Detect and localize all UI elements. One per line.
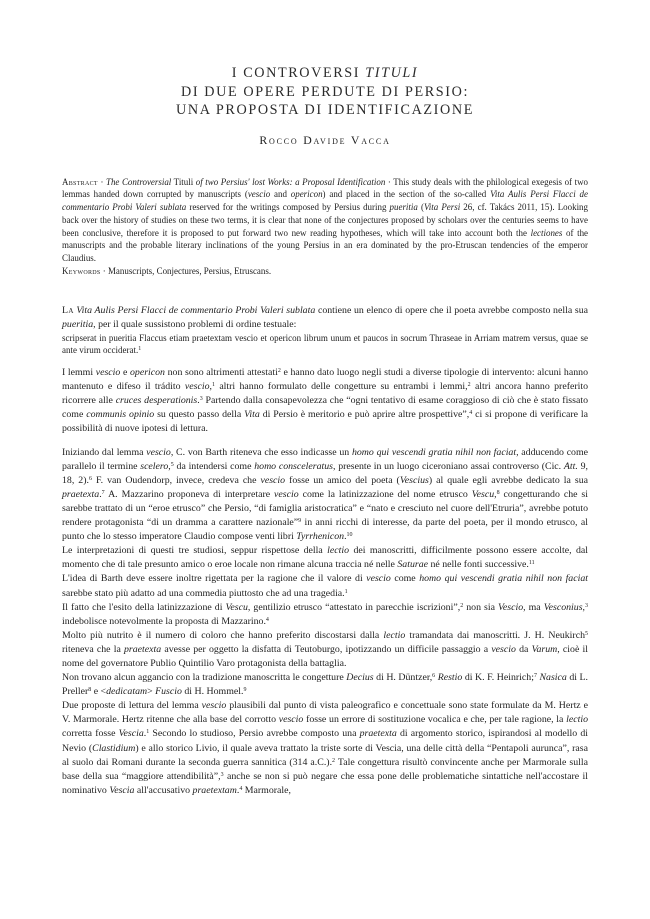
block-quote: scripserat in pueritia Flaccus etiam praetextam vescio et opericon librum unum et paucos in socrum Thraseae in Arriam matrem versus, quae se ante virum occiderat.$^1$ [62,332,588,356]
paragraph-2: I lemmi vescio e opericon non sono altrimenti attestati$^2$ e hanno dato luogo negli studi a diverse tipologie di intervento: alcuni hanno mantenuto e difeso il trádito vescio,$^1$ altri hanno formulato delle congetture su entrambi i lemmi,$^2$ altri ancora hanno preferito ricorrere alle cruces desperationis.$^3$ Partendo dalla consapevolezza che “ogni tentativo di esame coraggioso di ciò che è stato fissato come communis opinio su questo passo della Vita di Persio è meritorio e può aprire altre prospettive”,$^4$ ci si propone di verificare la possibilità di nuove ipotesi di lettura. [62,367,589,435]
article-title [62,64,588,120]
paragraph-9: Due proposte di lettura del lemma vescio plausibili dal punto di vista paleografico e concettuale sono state formulate da M. Hertz e V. Marmorale. Hertz ritenne che alla base del corrotto vescio fosse un errore di sostituzione vocalica e che, per tale ragione, la lectio corretta fosse Vescia.$^1$ Secondo lo studioso, Persio avrebbe composto una praetexta di argomento storico, ispirandosi al modello di Nevio (Clastidium) e allo storico Livio, il quale aveva trattato la triste sorte di Vescia, una delle città della “Pentapoli aurunca”, rasa al suolo dai Romani durante la seconda guerra sannitica (314 a.C.).$^2$ Tale congettura risultò convincente anche per Marmorale sulla base della sua “maggiore attendibilità”,$^3$ anche se non si può negare che essa pone delle problematiche sintattiche nell'accostare il nominativo Vescia all'accusativo praetextam.$^4$ Marmorale, [62,700,589,796]
keywords-label: Keywords [62,265,101,276]
paragraph-6: Il fatto che l'esito della latinizzazione di Vescu, gentilizio etrusco “attestato in parecchie iscrizioni”,$^2$ non sia Vescio, ma Vesconius,$^3$ indebolisce notevolmente la proposta di Mazzarino.$^4$ [62,601,589,627]
keywords [62,265,588,278]
paragraph-8: Non trovano alcun aggancio con la tradizione manoscritta le congetture Decius di H. Düntzer,$^6$ Restio di K. F. Heinrich;$^7$ Nasica di L. Preller$^8$ e <dedicatam> Fuscio di H. Hommel.$^9$ [62,672,588,698]
title-line-3: UNA PROPOSTA DI IDENTIFICAZIONE [176,102,474,118]
paragraph-5: L'idea di Barth deve essere inoltre rigettata per la ragione che il valore di vescio come homo qui vescendi gratia nihil non faciat sarebbe stato più adatto ad una commedia piuttosto che ad una tragedia.$^1$ [62,573,588,599]
article-body [62,304,588,798]
abstract-text [62,176,588,265]
paragraph-7: Molto più nutrito è il numero di coloro che hanno preferito discostarsi dalla lectio tramandata dai manoscritti. J. H. Neukirch$^5$ riteneva che la praetexta avesse per oggetto la disfatta di Teutoburgo, ipotizzando un difficile passaggio a vescio da Varum, cioè il nome del governatore Publio Quintilio Varo protagonista della battaglia. [62,629,588,669]
title-line-1: I CONTROVERSI TITULI [231,65,419,81]
abstract-label: Abstract [62,176,98,187]
abstract-body: · The Controversial Tituli of two Persius' lost Works: a Proposal Identification · This study deals with the philological exegesis of two lemmas handed down corrupted by manuscripts (vescio and opericon) and placed in the section of the so-called Vita Aulis Persi Flacci de commentario Probi Valeri sublata reserved for the writings composed by Persius during pueritia (Vita Persi 26, cf. Takács 2011, 15). Looking back over the history of studies on these two terms, it is clear that none of the conjectures proposed by scholars over the centuries seems to have been conclusive, therefore it is proposed to put forward two new reading hypotheses, which will take into account both the lectiones of the manuscripts and the probable literary inclinations of the young Persius in an era dominated by the pro-Etruscan tendencies of the emperor Claudius. [62,176,589,263]
keywords-text: · Manuscripts, Conjectures, Persius, Etruscans. [100,265,272,276]
paragraph-intro: La Vita Aulis Persi Flacci de commentario Probi Valeri sublata contiene un elenco di opere che il poeta avrebbe composto nella sua pueritia, per il quale sussistono problemi di ordine testuale: [62,304,588,330]
author-name: Rocco Davide Vacca [259,132,391,147]
abstract-block [62,176,588,278]
title-line-2: DI DUE OPERE PERDUTE DI PERSIO: [180,83,470,100]
paragraph-3: Iniziando dal lemma vescio, C. von Barth riteneva che esso indicasse un homo qui vescendi gratia nihil non faciat, adducendo come parallelo il termine scelero,$^5$ da intendersi come homo consceleratus, presente in un luogo ciceroniano assai controverso (Cic. Att. 9, 18, 2).$^6$ F. van Oudendorp, invece, credeva che vescio fosse un amico del poeta (Vescius) al quale egli avrebbe dedicato la sua praetexta.$^7$ A. Mazzarino proponeva di interpretare vescio come la latinizzazione del nome etrusco Vescu,$^8$ congetturando che si sarebbe trattato di un “eroe etrusco” che Persio, “di famiglia aristocratica” e “nato e cresciuto nel cuore dell'Etruria”, avrebbe potuto rendere protagonista “di un dramma a carattere nazionale”$^9$ in anni ricchi di interesse, da parte del poeta, per il mondo etrusco, al punto che lo stesso imperatore Claudio compose venti libri Tyrrhenicon.$^{10}$ [62,446,589,543]
paragraph-4: Le interpretazioni di questi tre studiosi, seppur rispettose della lectio dei manoscritti, difficilmente possono essere accolte, dal momento che di tale presunto amico o eroe locale non rimane alcuna traccia né nelle Saturae né nelle fonti successive.$^{11}$ [62,545,588,571]
